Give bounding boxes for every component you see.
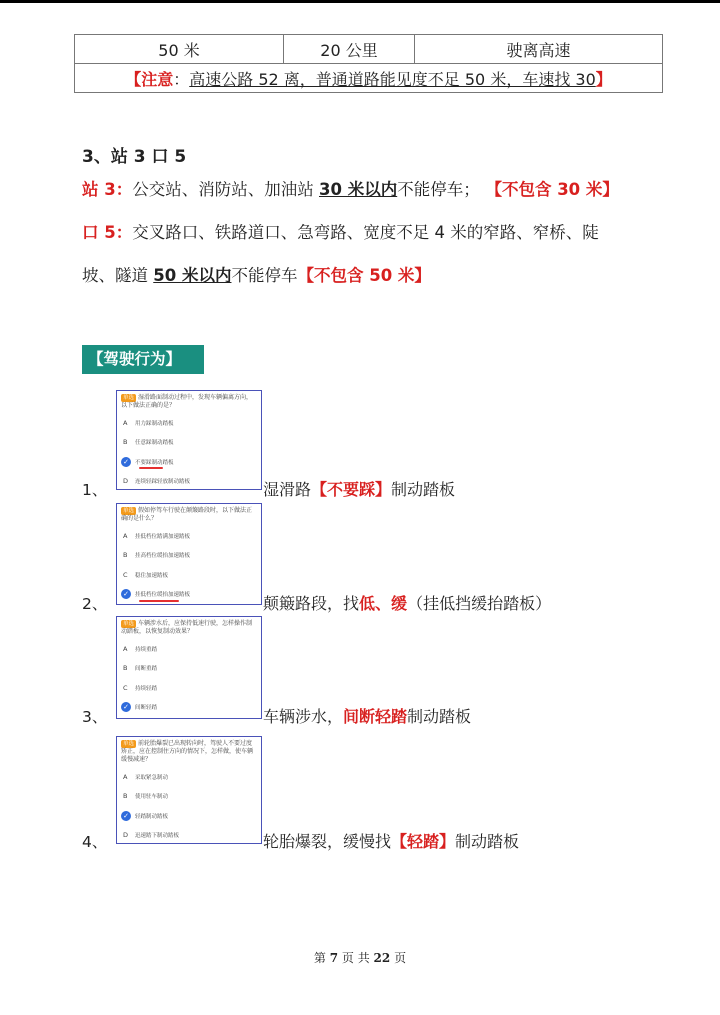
option-text: 连续轻踩轻放制动踏板: [135, 479, 191, 486]
note-bracket: 【: [125, 69, 142, 89]
option-a: [117, 639, 261, 659]
kou-text: 交叉路口、铁路道口、急弯路、宽度不足 4 米的窄路、窄桥、陡: [132, 223, 599, 242]
note-colon: ：: [173, 69, 190, 89]
desc-text: 制动踏板: [455, 832, 520, 851]
table-row: [75, 64, 663, 93]
question-header: [121, 620, 257, 636]
question-card: [116, 736, 262, 844]
option-d: [117, 472, 261, 491]
item-number: 4、: [82, 833, 108, 851]
question-card: [116, 616, 262, 719]
option-text: 持续轻踏: [135, 685, 158, 692]
table-row: [75, 35, 663, 64]
question-card: [116, 503, 262, 605]
note-text: 高速公路 52 离，普通道路能见度不足 50 米，车速找 30: [189, 69, 596, 89]
desc-highlight: 低: [359, 594, 376, 613]
item-number: 3、: [82, 708, 108, 726]
question-type-badge: 单选: [123, 621, 135, 627]
item-number: 2、: [82, 595, 108, 613]
option-b: [117, 433, 261, 453]
option-text: 不要踩制动踏板: [135, 459, 174, 466]
option-a: [117, 413, 261, 433]
kou-line-1: [82, 219, 599, 243]
kou-text: 坡、隧道: [82, 266, 154, 285]
option-c: [117, 806, 261, 826]
option-b: [117, 787, 261, 807]
item-description: [263, 591, 551, 614]
question-type-badge: 单选: [123, 395, 135, 401]
table-cell: 驶离高速: [415, 35, 663, 64]
top-border: [0, 0, 720, 3]
option-text: 轻踏制动踏板: [135, 813, 169, 820]
section-tag: 【驾驶行为】: [82, 345, 204, 374]
question-card: [116, 390, 262, 490]
option-letter: B: [123, 792, 128, 801]
kou-line-2: [82, 262, 431, 286]
option-a: [117, 767, 261, 787]
option-letter: B: [123, 551, 128, 560]
speed-table: [74, 34, 663, 93]
note-label: 注意: [141, 69, 174, 89]
option-text: 挂高档位缓抬加速踏板: [135, 553, 191, 560]
table-cell: 50 米: [75, 35, 284, 64]
kou-exclusion: 【不包含 50 米】: [297, 266, 431, 285]
option-text: 间断轻踏: [135, 705, 158, 712]
check-icon: ✓: [121, 457, 131, 467]
desc-text: （挂低挡缓抬踏板）: [407, 594, 552, 613]
option-text: 任意踩制动踏板: [135, 440, 174, 447]
option-text: 挂低档位缓抬加速踏板: [135, 592, 191, 599]
check-icon: ✓: [121, 811, 131, 821]
underline-mark: [139, 467, 163, 469]
desc-highlight: 间断轻踏: [343, 707, 408, 726]
zhan-line: [82, 176, 619, 200]
option-c: [117, 452, 261, 472]
option-b: [117, 546, 261, 566]
underline-mark: [139, 600, 179, 602]
desc-text: 制动踏板: [407, 707, 472, 726]
desc-highlight: 缓: [391, 594, 408, 613]
question-header: [121, 394, 257, 410]
desc-text: 车辆涉水，: [263, 707, 344, 726]
option-text: 迅速踏下制动踏板: [135, 833, 180, 840]
item-description: [263, 829, 519, 852]
page-footer: [0, 949, 720, 966]
option-letter: A: [123, 418, 128, 427]
item-description: [263, 477, 455, 500]
option-letter: A: [123, 772, 128, 781]
zhan-text: 公交站、消防站、加油站: [132, 180, 319, 199]
question-type-badge: 单选: [123, 741, 135, 747]
option-text: 持续重踏: [135, 646, 158, 653]
option-letter: B: [123, 664, 128, 673]
question-header: [121, 740, 257, 764]
check-icon: ✓: [121, 589, 131, 599]
zhan-distance: 30 米以内: [318, 180, 398, 199]
option-letter: C: [123, 570, 128, 579]
kou-text: 不能停车: [231, 266, 298, 285]
question-text: 湿滑路面制动过程中，发现车辆偏离方向，以下做法正确的是？: [121, 394, 253, 409]
desc-text: 湿滑路: [263, 480, 312, 499]
question-text: 车辆涉水后，应保持低速行驶，怎样操作制动踏板，以恢复制动效果？: [121, 620, 253, 635]
option-letter: C: [123, 683, 128, 692]
section-heading: 3、站 3 口 5: [82, 147, 187, 167]
question-type-badge: 单选: [123, 508, 135, 514]
table-cell: 20 公里: [284, 35, 415, 64]
option-text: 稳住加速踏板: [135, 572, 169, 579]
kou-distance: 50 米以内: [153, 266, 232, 285]
option-letter: A: [123, 531, 128, 540]
option-text: 采取紧急制动: [135, 774, 169, 781]
desc-text: 轮胎爆裂，缓慢找: [263, 832, 392, 851]
option-letter: A: [123, 644, 128, 653]
footer-text: 页: [390, 951, 407, 965]
option-letter: D: [123, 831, 129, 840]
option-d: [117, 698, 261, 718]
desc-separator: 、: [375, 594, 392, 613]
option-text: 间断重踏: [135, 666, 158, 673]
option-letter: D: [123, 477, 129, 486]
option-text: 挂低档位踏满加速踏板: [135, 533, 191, 540]
page-number: 7: [329, 951, 339, 965]
page-total: 22: [373, 951, 391, 965]
option-b: [117, 659, 261, 679]
check-icon: ✓: [121, 702, 131, 712]
desc-highlight: 【轻踏】: [391, 832, 456, 851]
zhan-exclusion: 【不包含 30 米】: [493, 180, 619, 199]
question-text: 前轮胎爆裂已出现转向时，驾驶人不要过度矫正，应在控制住方向的情况下，怎样做，使车辆缓慢减速？: [121, 740, 254, 763]
option-c: [117, 565, 261, 585]
desc-text: 颠簸路段，找: [263, 594, 360, 613]
note-bracket: 】: [595, 69, 612, 89]
footer-text: 第: [313, 951, 330, 965]
option-text: 使用驻车制动: [135, 794, 169, 801]
item-number: 1、: [82, 481, 108, 499]
item-description: [263, 704, 471, 727]
zhan-text: 不能停车；: [397, 180, 480, 199]
desc-text: 制动踏板: [391, 480, 456, 499]
kou-label: 口 5：: [82, 223, 133, 242]
footer-text: 页 共: [338, 951, 374, 965]
option-c: [117, 678, 261, 698]
option-d: [117, 585, 261, 605]
question-text: 假如停驾车行驶在颠簸路段时，以下做法正确的是什么？: [121, 507, 253, 522]
zhan-label: 站 3：: [82, 180, 133, 199]
option-letter: B: [123, 438, 128, 447]
option-d: [117, 826, 261, 845]
option-text: 用力踩制动踏板: [135, 420, 174, 427]
table-note: [75, 64, 663, 93]
option-a: [117, 526, 261, 546]
question-header: [121, 507, 257, 523]
desc-highlight: 【不要踩】: [311, 480, 392, 499]
